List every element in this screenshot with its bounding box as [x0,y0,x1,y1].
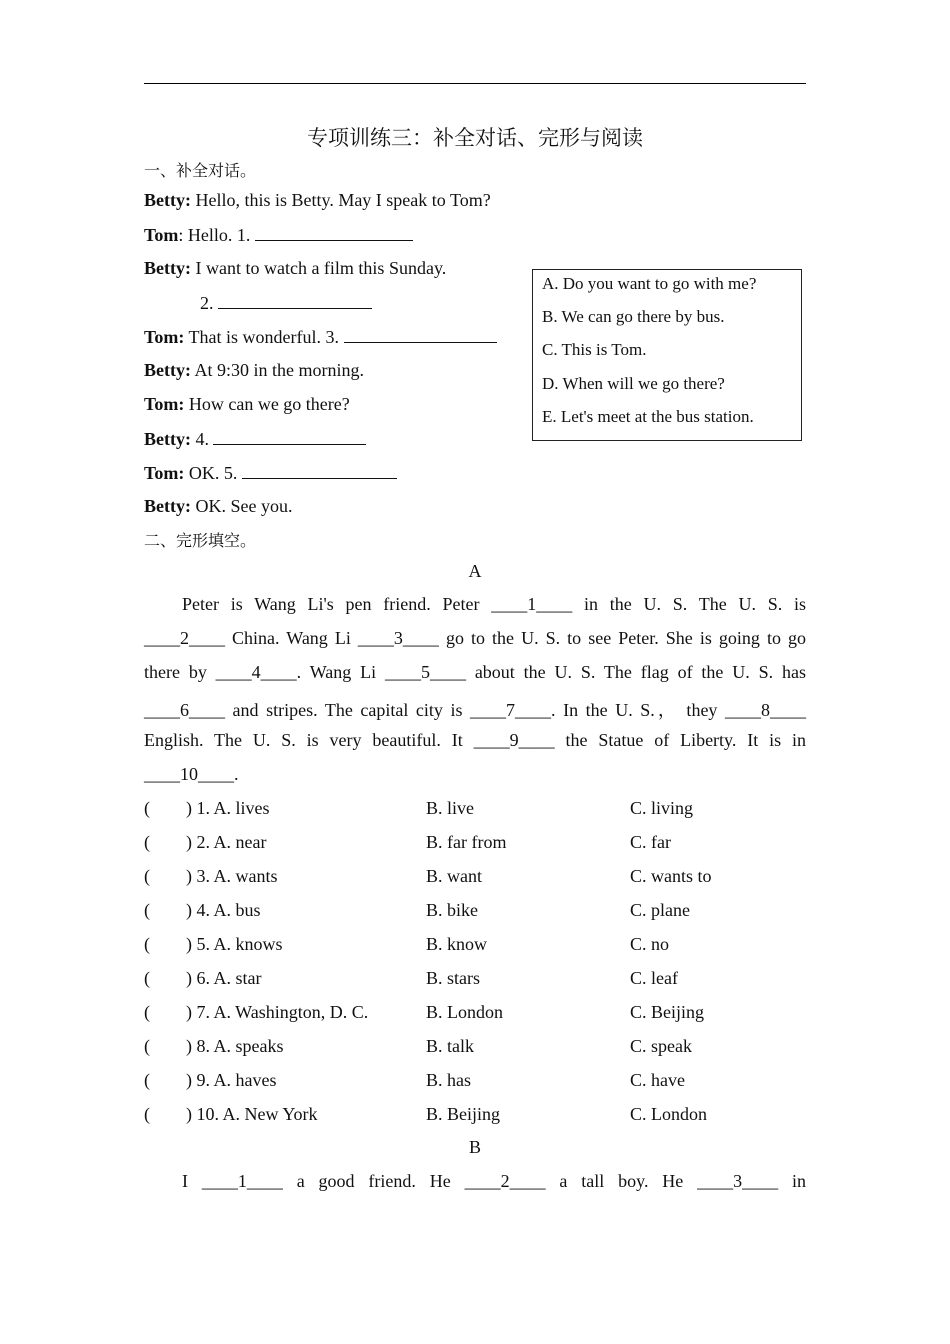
passage-a-line-5: English. The U. S. is very beautiful. It ____9____ the Statue of Liberty. It is in [144,730,806,750]
passage-a [144,594,806,794]
dialogue-line-7: Tom: How can we go there? [144,394,350,414]
q1-a: ) 1. A. lives [186,798,270,818]
q6-b: B. stars [426,968,480,988]
answer-blank-5[interactable] [242,462,397,479]
option-e: E. Let's meet at the bus station. [542,407,754,426]
passage-a-line-1: Peter is Wang Li's pen friend. Peter ____1____ in the U. S. The U. S. is [182,594,806,614]
passage-a-line-2: ____2____ China. Wang Li ____3____ go to the U. S. to see Peter. She is going to go [144,628,806,648]
option-d: D. When will we go there? [542,374,725,393]
q5-c: C. no [630,934,670,954]
answer-blank-3[interactable] [344,326,497,343]
passage-b [144,1171,806,1201]
q1-c: C. living [630,798,694,818]
q2-b: B. far from [426,832,507,852]
q3-a: ) 3. A. wants [186,866,278,886]
q8-a: ) 8. A. speaks [186,1036,284,1056]
q8-c: C. speak [630,1036,692,1056]
passage-b-line-1: I ____1____ a good friend. He ____2____ a tall boy. He ____3____ in [182,1171,806,1191]
q3-paren[interactable]: ( [144,866,150,886]
section1-heading: 一、补全对话。 [144,161,257,180]
q4-a: ) 4. A. bus [186,900,261,920]
q9-c: C. have [630,1070,685,1090]
q4-b: B. bike [426,900,478,920]
page-title: 专项训练三：补全对话、完形与阅读 [307,126,643,150]
part-b-label: B [468,1137,481,1157]
dialogue-line-4: 2. [200,292,372,314]
dialogue-line-6: Betty: At 9:30 in the morning. [144,360,364,380]
q2-c: C. far [630,832,671,852]
dialogue-line-3: Betty: I want to watch a film this Sunday. [144,258,447,278]
q9-a: ) 9. A. haves [186,1070,277,1090]
dialogue-line-1: Betty: Hello, this is Betty. May I speak to Tom? [144,190,491,210]
dialogue-line-5: Tom: That is wonderful. 3. [144,326,497,348]
q7-c: C. Beijing [630,1002,705,1022]
dialogue-line-2: Tom: Hello. 1. [144,224,413,246]
q6-c: C. leaf [630,968,678,988]
passage-a-line-6: ____10____. [144,764,239,784]
q8-paren[interactable]: ( [144,1036,150,1056]
option-a: A. Do you want to go with me? [542,274,757,293]
dialogue-line-10: Betty: OK. See you. [144,496,293,516]
passage-a-line-3: there by ____4____. Wang Li ____5____ about the U. S. The flag of the U. S. has [144,662,806,682]
answer-blank-2[interactable] [218,292,372,309]
q10-b: B. Beijing [426,1104,501,1124]
q4-paren[interactable]: ( [144,900,150,920]
passage-a-line-4: ____6____ and stripes. The capital city is ____7____. In the U. S.， they ____8____ [144,700,806,720]
q1-b: B. live [426,798,474,818]
q5-a: ) 5. A. knows [186,934,283,954]
answer-blank-4[interactable] [213,428,366,445]
dialogue-line-8: Betty: 4. [144,428,366,450]
q1-paren[interactable]: ( [144,798,150,818]
q2-a: ) 2. A. near [186,832,267,852]
q7-paren[interactable]: ( [144,1002,150,1022]
q9-paren[interactable]: ( [144,1070,150,1090]
answer-blank-1[interactable] [255,224,413,241]
section2-heading: 二、完形填空。 [144,531,257,550]
dialogue-line-9: Tom: OK. 5. [144,462,397,484]
header-rule [144,83,806,84]
q2-paren[interactable]: ( [144,832,150,852]
q6-a: ) 6. A. star [186,968,262,988]
part-a-label: A [468,561,482,581]
q3-b: B. want [426,866,482,886]
q5-b: B. know [426,934,488,954]
q7-a: ) 7. A. Washington, D. C. [186,1002,369,1022]
q10-a: ) 10. A. New York [186,1104,318,1124]
q7-b: B. London [426,1002,504,1022]
q9-b: B. has [426,1070,471,1090]
option-b: B. We can go there by bus. [542,307,725,326]
option-c: C. This is Tom. [542,340,647,359]
q8-b: B. talk [426,1036,474,1056]
q6-paren[interactable]: ( [144,968,150,988]
q10-paren[interactable]: ( [144,1104,150,1124]
q5-paren[interactable]: ( [144,934,150,954]
options-box [532,269,802,441]
q10-c: C. London [630,1104,708,1124]
q3-c: C. wants to [630,866,712,886]
q4-c: C. plane [630,900,690,920]
